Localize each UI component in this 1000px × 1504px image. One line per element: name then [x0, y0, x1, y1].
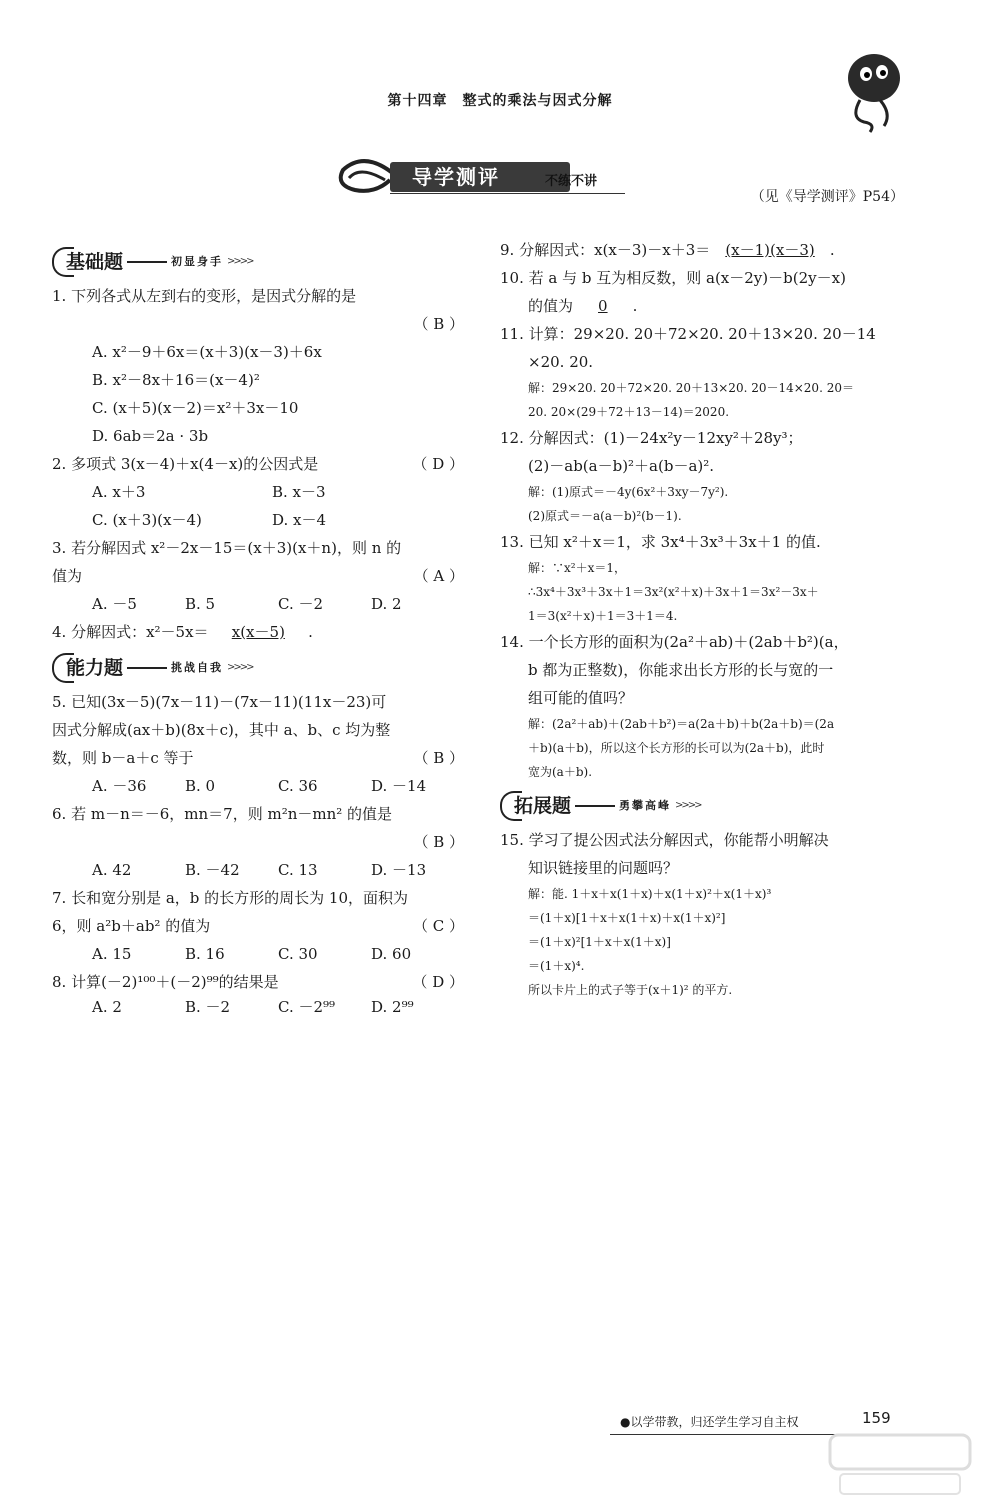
footer-motto: ●以学带教，归还学生学习自主权 — [620, 1415, 799, 1429]
banner-underline — [390, 193, 625, 194]
question-11: 11. 计算：29×20. 20＋72×20. 20＋13×20. 20－14 ×20. 20. 解：29×20. 20＋72×20. 20＋13×20. 20－14×20. 20＝ 20. 20×(29＋72＋13－14)＝2020. — [500, 325, 876, 419]
banner-tag: 不练不讲 — [545, 174, 598, 189]
question-6: 6. 若 m－n＝－6，mn＝7，则 m²n－mn² 的值是 （ B ） A. 42 B. －42 C. 13 D. －13 — [52, 805, 464, 879]
banner-title: 导学测评 — [390, 162, 570, 192]
question-5: 5. 已知(3x－5)(7x－11)－(7x－11)(11x－23)可 因式分解成(ax＋b)(8x＋c)，其中 a、b、c 均为整 数，则 b－a＋c 等于 （ B ） A. －36 B. 0 C. 36 D. －14 — [52, 693, 464, 795]
mascot-illustration — [830, 48, 910, 138]
question-10: 10. 若 a 与 b 互为相反数，则 a(x－2y)－b(2y－x) 的值为 0 . — [500, 264, 910, 320]
question-13: 13. 已知 x²＋x＝1，求 3x⁴＋3x³＋3x＋1 的值. 解：∵x²＋x＝1， ∴3x⁴＋3x³＋3x＋1＝3x²(x²＋x)＋3x＋1＝3x²－3x＋ 1＝3(x²＋x)＋1＝3＋1＝4. — [500, 533, 821, 623]
section-header-basic: 基础题 初显身手 >>>> — [52, 244, 464, 280]
section-header-extend: 拓展题 勇攀高峰 >>>> — [500, 788, 910, 824]
answer-blank: x(x－5) — [231, 623, 285, 641]
question-15: 15. 学习了提公因式法分解因式，你能帮小明解决 知识链接里的问题吗？ 解：能. 1＋x＋x(1＋x)＋x(1＋x)²＋x(1＋x)³ ＝(1＋x)[1＋x＋x(1＋x)＋x(1＋x)²] ＝(1＋x)²[1＋x＋x(1＋x)] ＝(1＋x)⁴. 所以卡片上的式子等于(x＋1)² 的平方. — [500, 831, 829, 997]
answer-blank: 0 — [598, 297, 608, 315]
question-14: 14. 一个长方形的面积为(2a²＋ab)＋(2ab＋b²)(a， b 都为正整数)，你能求出长方形的长与宽的一 组可能的值吗？ 解：(2a²＋ab)＋(2ab＋b²)＝a(2a＋b)＋b(2a＋b)＝(2a ＋b)(a＋b)，所以这个长方形的长可以为(2a＋b)，此时 宽为(a＋b). — [500, 633, 849, 779]
question-9: 9. 分解因式：x(x－3)－x＋3＝ (x－1)(x－3) . — [500, 236, 910, 264]
question-12: 12. 分解因式：(1)－24x²y－12xy²＋28y³； (2)－ab(a－b)²＋a(b－a)². 解：(1)原式＝－4y(6x²＋3xy－7y²). (2)原式＝－a(a－b)²(b－1). — [500, 429, 803, 523]
section-header-ability: 能力题 挑战自我 >>>> — [52, 650, 464, 686]
chevrons-icon: >>>> — [227, 662, 253, 673]
section-banner — [335, 150, 625, 200]
question-1: 1. 下列各式从左到右的变形，是因式分解的是 （ B ） A. x²－9＋6x＝(x＋3)(x－3)＋6x B. x²－8x＋16＝(x－4)² C. (x＋5)(x－2)＝x²＋3x－10 D. 6ab＝2a · 3b — [52, 287, 464, 445]
chevrons-icon: >>>> — [227, 256, 253, 267]
watermark-logo — [820, 1430, 980, 1500]
reference-note: （见《导学测评》P54） — [750, 189, 904, 205]
question-2: 2. 多项式 3(x－4)＋x(4－x)的公因式是 （ D ） A. x＋3 B. x－3 C. (x＋3)(x－4) D. x－4 — [52, 455, 464, 529]
question-3: 3. 若分解因式 x²－2x－15＝(x＋3)(x＋n)，则 n 的 值为 （ A ） A. －5 B. 5 C. －2 D. 2 — [52, 539, 464, 613]
chevrons-icon: >>>> — [675, 800, 701, 811]
question-7: 7. 长和宽分别是 a，b 的长方形的周长为 10，面积为 6，则 a²b＋ab² 的值为 （ C ） A. 15 B. 16 C. 30 D. 60 — [52, 889, 464, 963]
right-column — [500, 236, 910, 1002]
page-number: 159 — [862, 1409, 891, 1427]
question-8: 8. 计算(－2)¹⁰⁰＋(－2)⁹⁹的结果是 （ D ） A. 2 B. －2 C. －2⁹⁹ D. 2⁹⁹ — [52, 973, 464, 1016]
chapter-title: 第十四章 整式的乘法与因式分解 — [387, 93, 613, 109]
question-4: 4. 分解因式：x²－5x＝ x(x－5) . — [52, 618, 464, 646]
answer-blank: (x－1)(x－3) — [725, 241, 815, 259]
left-column — [52, 240, 464, 1018]
